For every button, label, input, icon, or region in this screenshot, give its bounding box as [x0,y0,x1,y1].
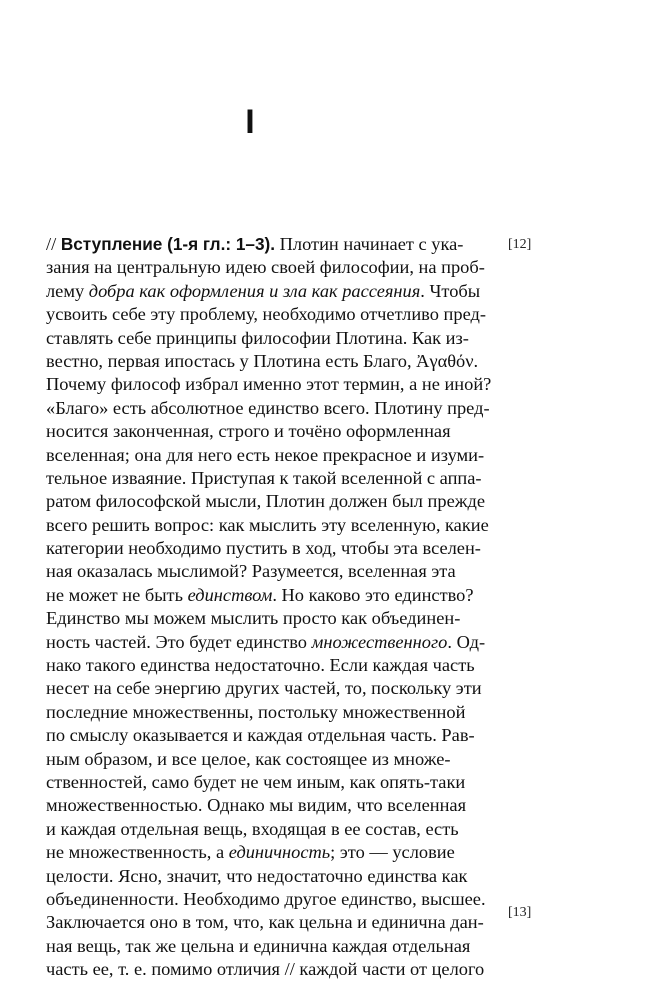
text-line [46,327,494,350]
text-line [46,654,494,677]
text-segment: ; это — условие [330,842,455,863]
text-segment: ставлять себе принципы философии Плотина. Как из- [46,327,469,348]
text-line [46,911,494,934]
text-segment: вестно, первая ипостась у Плотина есть Благо, Ἀγαθόν. [46,350,479,371]
text-segment: несет на себе энергию других частей, то, поскольку эти [46,678,482,699]
text-segment: ным образом, и все целое, как состоящее из множе- [46,748,451,769]
text-line [46,584,494,607]
text-line [46,420,494,443]
text-line [46,373,494,396]
text-line [46,888,494,911]
text-line [46,467,494,490]
text-line [46,794,494,817]
text-line [46,256,494,279]
text-segment: . Но каково это единство? [272,584,474,605]
text-line [46,397,494,420]
text-line [46,677,494,700]
text-segment: лему [46,280,89,301]
text-line [46,233,494,256]
text-segment: . Чтобы [420,280,481,301]
text-line [46,444,494,467]
text-line [46,748,494,771]
text-line [46,958,494,981]
text-segment: всего решить вопрос: как мыслить эту вселенную, какие [46,514,489,535]
text-line [46,280,494,303]
emphasis-text: множественного [311,631,448,652]
text-segment: не может не быть [46,584,188,605]
text-segment: множественностью. Однако мы видим, что вселенная [46,795,467,816]
text-segment: // [46,234,61,254]
text-line [46,701,494,724]
page-ref-top: [12] [508,237,532,252]
text-segment: и каждая отдельная вещь, входящая в ее состав, есть [46,818,459,839]
text-segment: ная вещь, так же цельна и единична каждая отдельная [46,935,471,956]
text-segment: ратом философской мысли, Плотин должен был прежде [46,491,485,512]
text-segment: ность частей. Это будет единство [46,631,312,652]
text-segment: ная оказалась мыслимой? Разумеется, вселенная эта [46,561,456,582]
text-line [46,935,494,958]
text-segment: объединенности. Необходимо другое единство, высшее. [46,888,486,909]
text-line [46,865,494,888]
text-line [46,490,494,513]
text-segment: Плотин начинает с ука- [275,234,464,254]
text-segment: категории необходимо пустить в ход, чтобы эта вселен- [46,538,481,559]
text-segment: зания на центральную идею своей философии, на проб- [46,257,485,278]
text-line [46,560,494,583]
text-segment: «Благо» есть абсолютное единство всего. Плотину пред- [46,397,490,418]
text-segment: часть ее, т. е. помимо отличия // каждой части от целого [46,959,485,980]
text-segment: Единство мы можем мыслить просто как объединен- [46,608,461,629]
text-segment: Почему философ избрал именно этот термин, а не иной? [46,374,492,395]
text-segment: ственностей, само будет не чем иным, как опять-таки [46,771,466,792]
text-line [46,818,494,841]
text-segment: по смыслу оказывается и каждая отдельная часть. Рав- [46,725,475,746]
text-segment: Заключается оно в том, что, как цельна и единична дан- [46,912,484,933]
text-segment: нако такого единства недостаточно. Если каждая часть [46,655,475,676]
text-segment: тельное изваяние. Приступая к такой вселенной с аппа- [46,467,482,488]
emphasis-text: единством [187,584,273,605]
emphasis-text: добра как оформления и зла как рассеяния [88,280,421,301]
text-segment: усвоить себе эту проблему, необходимо отчетливо пред- [46,304,486,325]
text-segment: вселенная; она для него есть некое прекрасное и изуми- [46,444,485,465]
text-line [46,841,494,864]
text-line [46,724,494,747]
text-line [46,537,494,560]
text-line [46,631,494,654]
text-line [46,303,494,326]
body-paragraph [46,233,494,982]
text-line [46,607,494,630]
emphasis-text: единичность [228,842,331,863]
text-line [46,350,494,373]
text-segment: носится законченная, строго и точёно оформленная [46,421,451,442]
text-line [46,514,494,537]
page-ref-bottom: [13] [508,905,532,920]
text-segment: целости. Ясно, значит, что недостаточно единства как [46,865,468,886]
section-heading: Вступление (1-я гл.: 1–3). [60,234,276,254]
text-segment: последние множественны, постольку множественной [46,701,466,722]
text-segment: не множественность, а [46,842,229,863]
chapter-number: I [245,103,255,141]
text-line [46,771,494,794]
text-segment: . Од- [447,631,486,652]
